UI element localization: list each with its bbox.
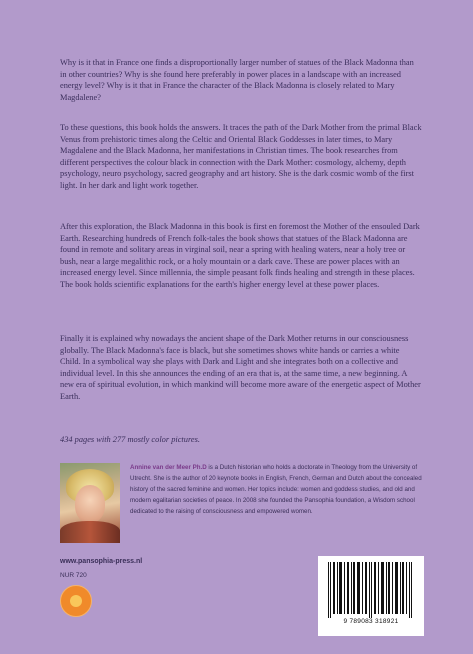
page-count-note: 434 pages with 277 mostly color pictures.	[60, 435, 200, 444]
author-photo	[60, 463, 120, 543]
publisher-logo-icon	[60, 585, 92, 617]
nur-code: NUR 720	[60, 572, 87, 579]
author-name: Annine van der Meer Ph.D	[130, 464, 207, 471]
author-bio-text: is a Dutch historian who holds a doctorate in Theology from the University of Utrecht. She is the author of 20 keynote books in English, French, German and Dutch about the concealed history of the sacred feminine and women. Her topics include: women and goddess studies, and old and modern egalitarian societies of peace. In 2008 she founded the Pansophia foundation, a Wisdom school dedicated to the raising of consciousness and empowered women.	[130, 464, 422, 515]
barcode-bars-icon	[324, 562, 418, 618]
conclusion-paragraph: Finally it is explained why nowadays the ancient shape of the Dark Mother returns in our consciousness globally. The Black Madonna's face is black, but she sometimes shows white hands or carries a white Child. In a symbolical way she plays with Dark and Light and she integrates both on a collective and individual level. In this she announces the ending of an era that is, at the same time, a new beginning. A new era of spiritual evolution, in which mankind will become more aware of the energetic aspect of Mother Earth.	[60, 334, 421, 401]
answers-paragraph: To these questions, this book holds the answers. It traces the path of the Dark Mother from the primal Black Venus from prehistoric times along the Celtic and Oriental Black Goddesses in later times, to Mary Magdalene and the Black Madonna, her manifestations in Christian times. The book researches from different perspectives the colour black in connection with the Dark Mother: cosmology, alchemy, depth psychology, neuro psychology, sacred geography and art history. She is the dark cosmic womb of the first light. In her dark and light work together.	[60, 123, 422, 190]
exploration-paragraph: After this exploration, the Black Madonna in this book is first en foremost the Mother of the ensouled Dark Earth. Researching hundreds of French folk-tales the book shows that statues of the Black Madonna are found in remote and solitary areas in virginal soil, near a spring with healing waters, near a holy tree or bush, near a large megalithic rock, or a holy mountain or a dark cave. These are power places with an increased energy level. Since millennia, the simple peasant folk finds healing and strength in these places. The book holds scientific explanations for the earth's higher energy level at these power places.	[60, 222, 420, 289]
isbn-barcode	[318, 556, 424, 636]
intro-paragraph: Why is it that in France one finds a disproportionally larger number of statues of the Black Madonna than in other countries? Why is she found here preferably in power places in a landscape with an increased energy level? Why is it that in France the character of the Black Madonna is closely related to Mary Magdalene?	[60, 58, 414, 102]
isbn-number: 9 789083 318921	[343, 618, 399, 625]
publisher-website-link[interactable]: www.pansophia-press.nl	[60, 558, 143, 565]
author-bio	[130, 462, 426, 517]
